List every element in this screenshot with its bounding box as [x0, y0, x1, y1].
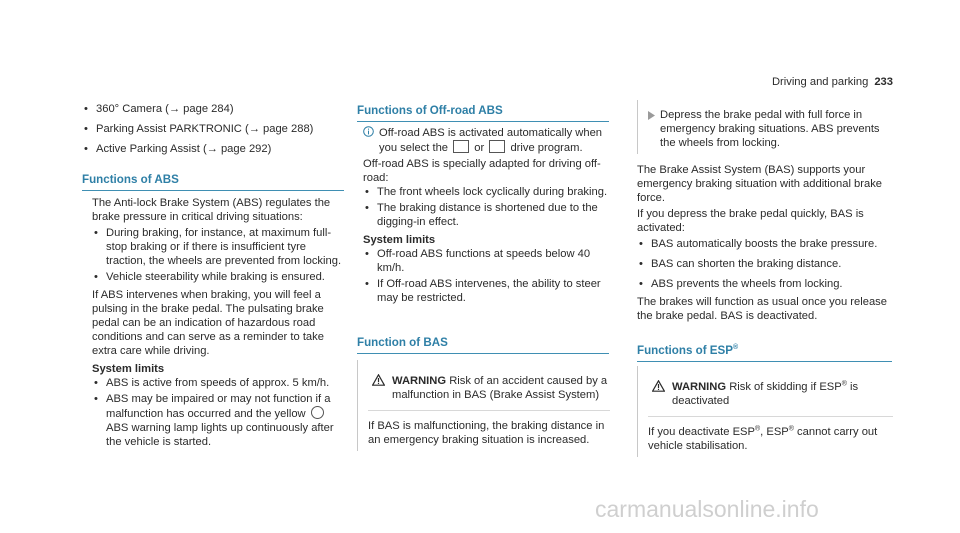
- warning-body: If BAS is malfunctioning, the braking distance in an emergency braking situation is increased.: [368, 410, 610, 451]
- section-title-abs: Functions of ABS: [82, 173, 344, 191]
- list-item: • BAS automatically boosts the brake pressure.: [637, 237, 892, 251]
- warning-headline: Risk of an accident caused by a malfunction in BAS (Brake Assist System): [392, 375, 608, 401]
- warning-triangle-icon: [652, 380, 665, 396]
- abs-warning-lamp-icon: [311, 406, 324, 419]
- watermark: carmanualsonline.info: [595, 496, 819, 522]
- section-title-esp: [637, 344, 892, 362]
- list-item: • 360° Camera (→ page 284): [82, 102, 344, 116]
- running-head: [772, 75, 893, 89]
- warning-triangle-icon: [372, 374, 385, 390]
- step-text: Depress the brake pedal with full force in emergency braking situations. ABS prevents the wheels from locking.: [660, 109, 880, 149]
- limit-text: ABS may be impaired or may not function if a malfunction has occurred and the yellow: [106, 393, 331, 420]
- list-item: • BAS can shorten the braking distance.: [637, 257, 892, 271]
- list-item: • The front wheels lock cyclically during braking.: [363, 185, 609, 199]
- rock-crawl-program-icon: [489, 140, 505, 153]
- note-text: Off-road ABS is activated automatically when you select the: [379, 127, 603, 154]
- section-title-bas: Function of BAS: [357, 336, 609, 354]
- bas-list: [637, 237, 892, 291]
- warning-label: WARNING: [392, 375, 447, 387]
- offroad-body: [363, 126, 609, 305]
- limits-list: [92, 376, 344, 449]
- registered-mark: ®: [754, 425, 761, 433]
- system-limits-heading: System limits: [363, 234, 436, 246]
- warning-text: cannot carry out vehicle stabilisation.: [648, 426, 878, 452]
- limits-list: [363, 247, 609, 305]
- step-arrow-icon: [648, 110, 655, 124]
- abs-body: [92, 196, 344, 449]
- running-head-title: Driving and parking: [771, 76, 869, 88]
- offroad-list: [363, 185, 609, 229]
- esp-warning-box: [637, 366, 893, 457]
- warning-headline: is deactivated: [672, 381, 859, 407]
- step-box: [637, 100, 893, 154]
- bas-paragraph: The Brake Assist System (BAS) supports your emergency braking situation with additional brake force.: [637, 164, 883, 204]
- warning-text: If you deactivate ESP: [648, 426, 755, 438]
- top-list: [82, 102, 344, 156]
- bas-warning-box: [357, 360, 610, 451]
- list-item: • ABS prevents the wheels from locking.: [637, 277, 892, 291]
- warning-headline: Risk of skidding if ESP: [729, 381, 842, 393]
- warning-body: [648, 416, 893, 457]
- note-text: drive program.: [510, 142, 583, 154]
- list-item: • Vehicle steerability while braking is ensured.: [92, 270, 344, 284]
- abs-intro: The Anti-lock Brake System (ABS) regulates the brake pressure in critical driving situations:: [92, 197, 331, 223]
- list-item: • ABS is active from speeds of approx. 5 km/h.: [92, 376, 344, 390]
- section-title-offroad-abs: Functions of Off-road ABS: [357, 104, 609, 122]
- offroad-program-icon: [453, 140, 469, 153]
- list-item: • Off-road ABS functions at speeds below 40 km/h.: [363, 247, 609, 275]
- list-item: • Active Parking Assist (→ page 292): [82, 142, 344, 156]
- abs-paragraph: If ABS intervenes when braking, you will feel a pulsing in the brake pedal. The pulsating brake pedal can be an indication of hazardous road conditions and can serve as a reminder to take extra care while driving.: [92, 289, 324, 357]
- warning-header: [648, 366, 893, 416]
- registered-mark: ®: [788, 425, 794, 433]
- list-item: • Parking Assist PARKTRONIC (→ page 288): [82, 122, 344, 136]
- bas-body: [637, 163, 892, 323]
- bas-paragraph: The brakes will function as usual once you release the brake pedal. BAS is deactivated.: [637, 296, 887, 322]
- esp-title-text: Functions of ESP: [637, 344, 733, 357]
- list-item: • During braking, for instance, at maximum full-stop braking or if there is insufficient tyre traction, the wheels are prevented from locking.: [92, 226, 344, 268]
- registered-mark: ®: [841, 380, 847, 388]
- info-icon: [363, 126, 374, 141]
- note-text: or: [474, 142, 485, 154]
- warning-text: , ESP: [760, 426, 789, 438]
- list-item: • If Off-road ABS intervenes, the ability to steer may be restricted.: [363, 277, 609, 305]
- info-note: [363, 126, 609, 155]
- list-item: • The braking distance is shortened due to the digging-in effect.: [363, 201, 609, 229]
- warning-header: [368, 360, 610, 410]
- registered-mark: ®: [732, 344, 739, 352]
- abs-list: [92, 226, 344, 284]
- page-number: 233: [874, 76, 893, 88]
- limit-text: ABS warning lamp lights up continuously after the vehicle is started.: [106, 422, 334, 448]
- bas-paragraph: If you depress the brake pedal quickly, BAS is activated:: [637, 208, 864, 234]
- offroad-paragraph: Off-road ABS is specially adapted for driving off-road:: [363, 158, 601, 184]
- warning-label: WARNING: [672, 381, 727, 393]
- system-limits-heading: System limits: [92, 363, 165, 375]
- list-item: [92, 392, 344, 449]
